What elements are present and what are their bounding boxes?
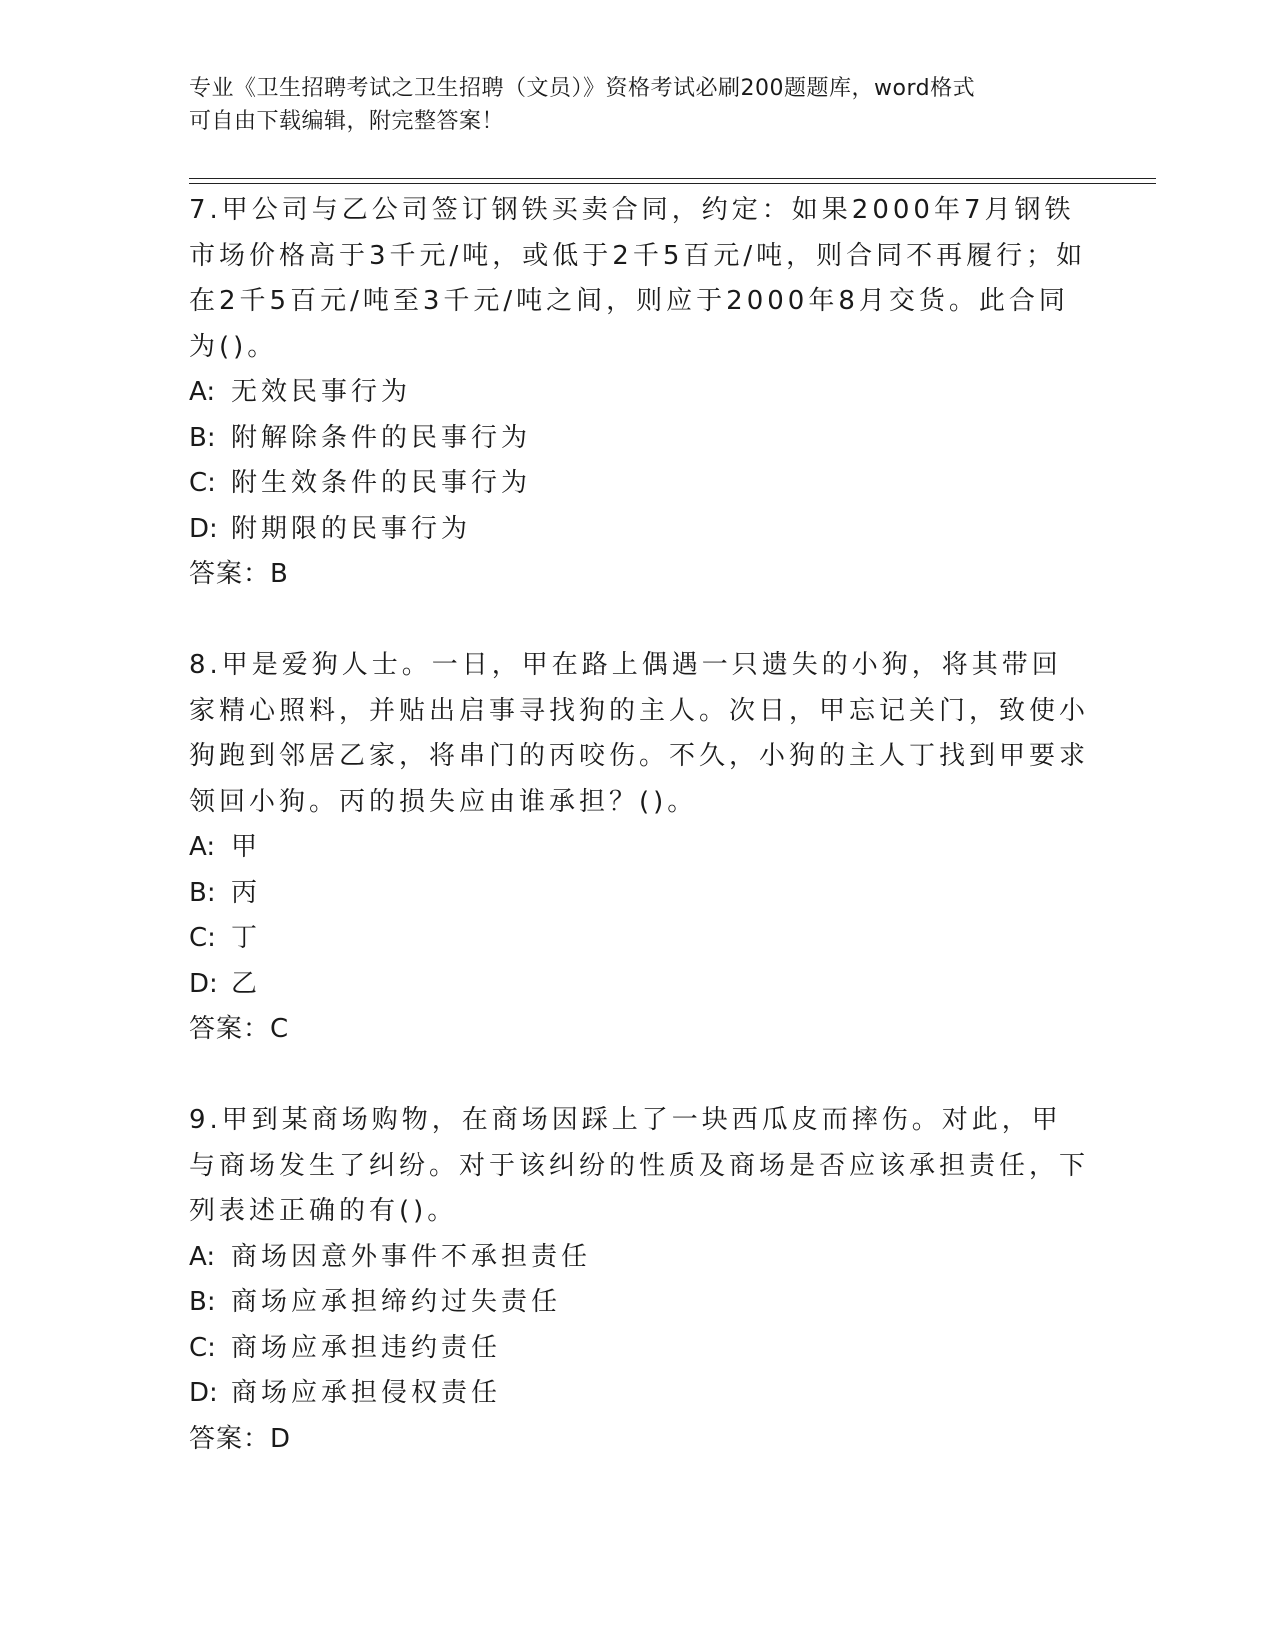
option-text: 附生效条件的民事行为 <box>231 468 532 498</box>
option-text: 乙 <box>231 968 262 999</box>
option-key: C: <box>189 1332 216 1363</box>
option-key: D: <box>189 1378 218 1408</box>
option-text: 商场应承担违约责任 <box>231 1332 502 1363</box>
option-key: A: <box>189 1241 216 1272</box>
option-b <box>189 416 1089 462</box>
answer-line: 答案：D <box>189 1423 292 1454</box>
header-line-2: 可自由下载编辑，附完整答案！ <box>189 109 505 134</box>
answer-line: 答案：B <box>189 559 289 589</box>
question-text: 9.甲到某商场购物，在商场因踩上了一块西瓜皮而摔伤。对此，甲与商场发生了纠纷。对于该纠纷的性质及商场是否应该承担责任，下列表述正确的有()。 <box>189 1105 1090 1226</box>
document-header <box>189 72 1089 138</box>
option-d <box>189 1371 1089 1417</box>
option-key: B: <box>189 422 216 453</box>
option-text: 商场应承担缔约过失责任 <box>231 1287 562 1317</box>
option-key: A: <box>189 832 216 862</box>
option-text: 无效民事行为 <box>231 377 412 407</box>
question-text: 8.甲是爱狗人士。一日，甲在路上偶遇一只遗失的小狗，将其带回家精心照料，并贴出启事寻找狗的主人。次日，甲忘记关门，致使小狗跑到邻居乙家，将串门的丙咬伤。不久，小狗的主人丁找到甲要求领回小狗。丙的损失应由谁承担？()。 <box>189 650 1090 817</box>
option-key: D: <box>189 513 218 544</box>
option-key: C: <box>189 468 216 498</box>
question-8 <box>189 643 1089 1053</box>
option-b <box>189 871 1089 917</box>
option-b <box>189 1280 1089 1326</box>
answer-line: 答案：C <box>189 1014 290 1044</box>
option-text: 附解除条件的民事行为 <box>231 422 532 453</box>
option-text: 附期限的民事行为 <box>231 513 472 544</box>
question-9 <box>189 1098 1089 1462</box>
option-text: 丙 <box>231 877 262 908</box>
option-key: A: <box>189 377 216 407</box>
option-key: B: <box>189 877 216 908</box>
option-a <box>189 825 1089 871</box>
question-text: 7.甲公司与乙公司签订钢铁买卖合同，约定：如果2000年7月钢铁市场价格高于3千元/吨，或低于2千5百元/吨，则合同不再履行；如在2千5百元/吨至3千元/吨之间，则应于2000年8月交货。此合同为()。 <box>189 195 1087 362</box>
option-text: 丁 <box>231 923 262 953</box>
question-7 <box>189 188 1089 598</box>
option-key: C: <box>189 923 216 953</box>
header-divider-top <box>189 178 1156 179</box>
option-a <box>189 1235 1089 1281</box>
option-text: 甲 <box>231 832 262 862</box>
option-key: B: <box>189 1287 216 1317</box>
option-c <box>189 916 1089 962</box>
header-line-1: 专业《卫生招聘考试之卫生招聘（文员）》资格考试必刷200题题库，word格式 <box>189 76 976 101</box>
option-d <box>189 507 1089 553</box>
option-d <box>189 962 1089 1008</box>
option-text: 商场应承担侵权责任 <box>231 1378 502 1408</box>
option-a <box>189 370 1089 416</box>
option-text: 商场因意外事件不承担责任 <box>231 1241 592 1272</box>
option-c <box>189 461 1089 507</box>
header-divider-bottom <box>189 183 1156 184</box>
option-c <box>189 1326 1089 1372</box>
option-key: D: <box>189 968 218 999</box>
